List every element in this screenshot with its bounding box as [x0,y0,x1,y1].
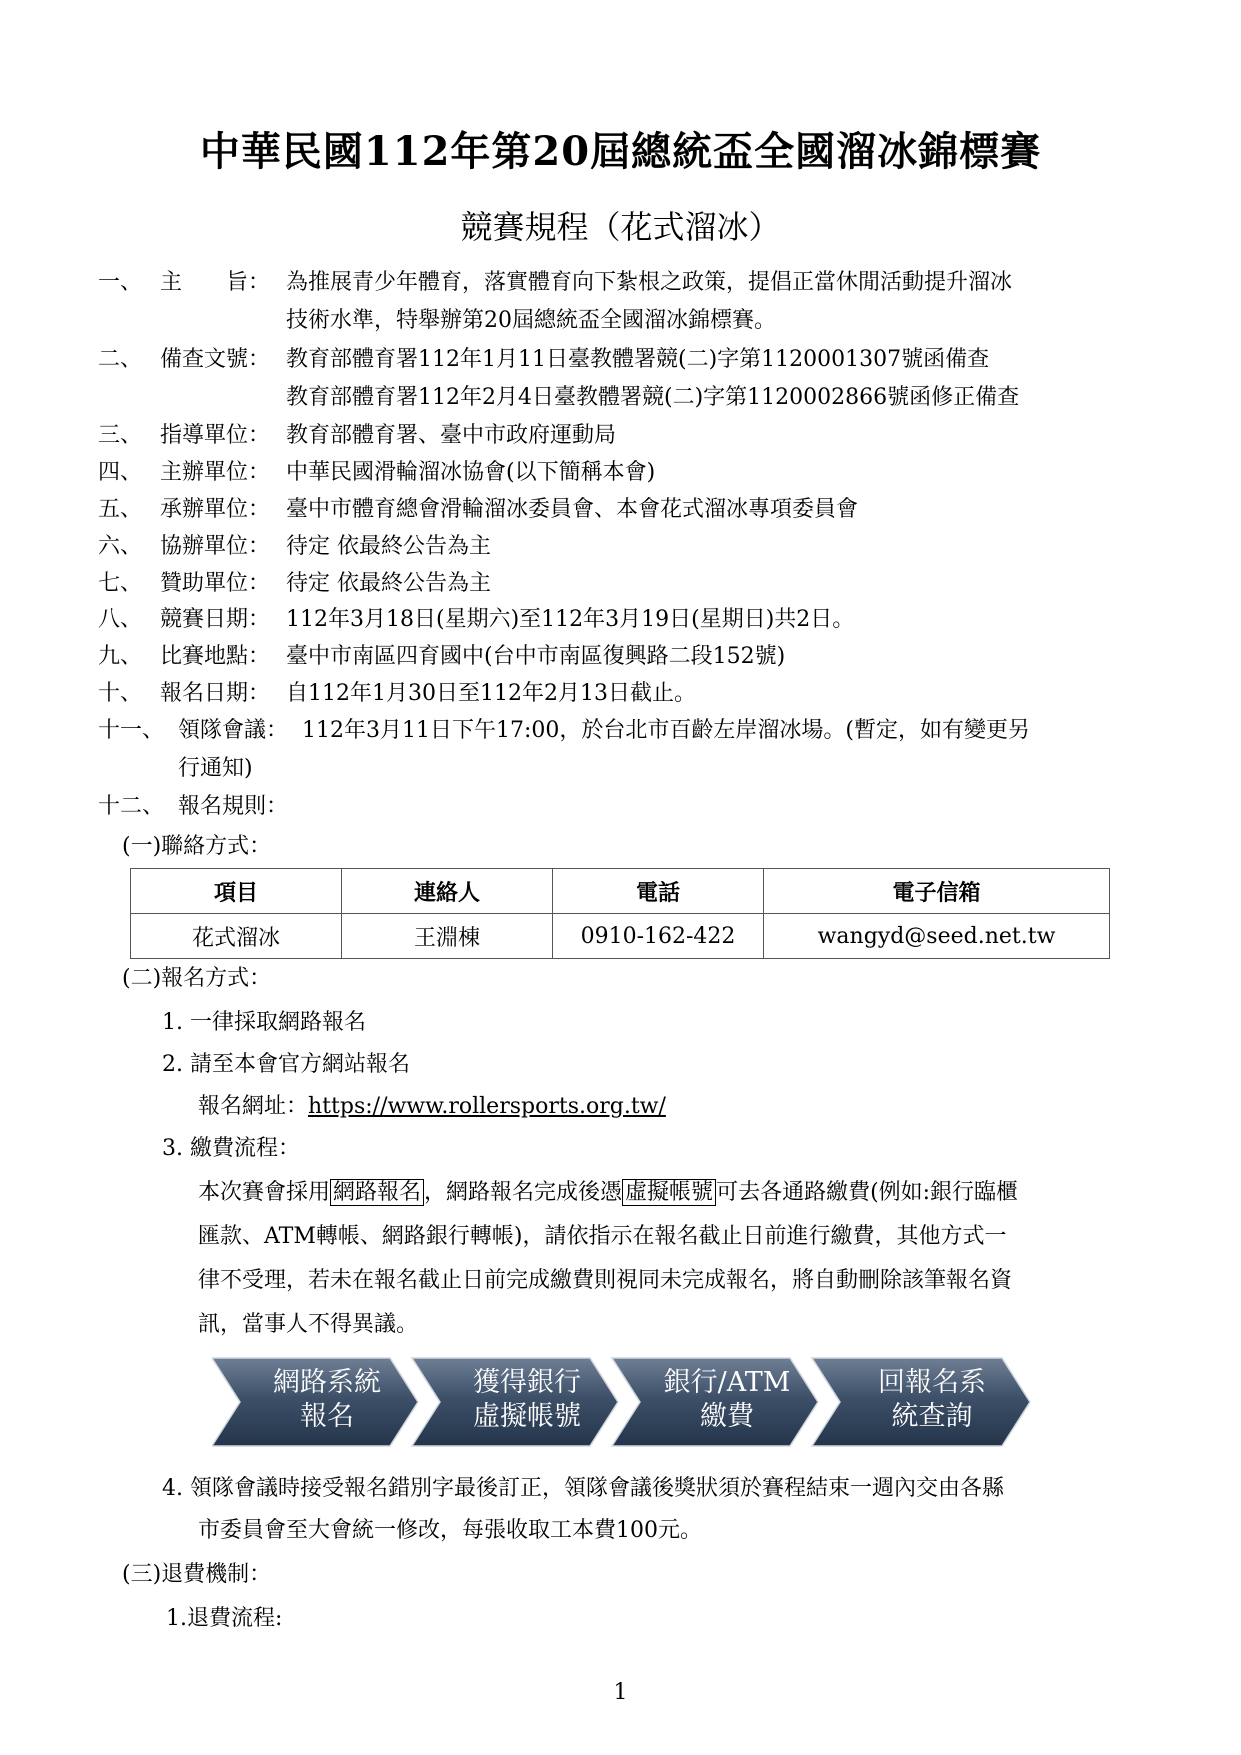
item-number: 一、 [98,270,143,295]
table-header-cell: 連絡人 [342,869,553,914]
item-label: 報名日期： [160,681,271,706]
item-label: 報名規則： [178,794,289,819]
item-number: 五、 [98,497,143,522]
table-header-cell: 電話 [553,869,764,914]
section-heading: (三)退費機制： [122,1562,272,1587]
text-span: ，網路報名完成後憑 [424,1180,623,1205]
item-number: 九、 [98,644,143,669]
flow-step-line: 繳費 [700,1401,754,1432]
table-cell-email[interactable]: wangyd@seed.net.tw [764,914,1110,959]
item-number: 十一、 [98,718,165,743]
payment-text: 訊，當事人不得異議。 [198,1312,419,1337]
item-number: 十、 [98,681,143,706]
payment-text: 匯款、ATM轉帳、網路銀行轉帳)，請依指示在報名截止日前進行繳費，其他方式一 [198,1224,1007,1249]
list-item: 4. 領隊會議時接受報名錯別字最後訂正，領隊會議後獎狀須於賽程結束一週內交由各縣 [162,1476,1004,1501]
contact-table [130,868,1110,959]
item-number: 七、 [98,571,143,596]
item-text: 教育部體育署112年1月11日臺教體署競(二)字第1120001307號函備查 [286,347,990,372]
flow-step-line: 回報名系 [878,1367,986,1398]
item-text: 待定 依最終公告為主 [286,571,491,596]
item-text: 112年3月11日下午17:00，於台北市百齡左岸溜冰場。(暫定，如有變更另 [302,718,1030,743]
item-number: 八、 [98,607,143,632]
flow-step-1 [252,1366,402,1434]
text-span: 可去各通路繳費(例如:銀行臨櫃 [716,1180,1019,1205]
flow-step-line: 報名 [300,1401,354,1432]
item-text: 待定 依最終公告為主 [286,534,491,559]
item-label: 指導單位： [160,423,271,448]
item-label: 競賽日期： [160,607,271,632]
item-label: 贊助單位： [160,571,271,596]
item-number: 四、 [98,460,143,485]
flow-step-4 [852,1366,1012,1434]
signup-url-link[interactable]: https://www.rollersports.org.tw/ [308,1094,666,1119]
flow-step-line: 網路系統 [273,1367,381,1398]
item-text: 112年3月18日(星期六)至112年3月19日(星期日)共2日。 [286,607,855,632]
flow-step-3 [652,1366,802,1434]
item-number: 十二、 [98,794,165,819]
boxed-term: 網路報名 [330,1179,424,1206]
item-label: 備查文號： [160,347,271,372]
item-label: 承辦單位： [160,497,271,522]
page-number: 1 [613,1680,628,1705]
flow-step-line: 銀行/ATM [663,1367,791,1398]
section-heading: (二)報名方式： [122,966,272,991]
item-number: 二、 [98,347,143,372]
item-number: 三、 [98,423,143,448]
item-text: 自112年1月30日至112年2月13日截止。 [286,681,696,706]
item-number: 六、 [98,534,143,559]
flow-step-line: 虛擬帳號 [473,1401,581,1432]
item-1 [98,268,142,298]
url-label: 報名網址： [198,1094,309,1119]
list-item: 3. 繳費流程： [162,1136,300,1161]
document-title: 中華民國112年第20屆總統盃全國溜冰錦標賽 [199,128,1042,175]
item-text: 教育部體育署112年2月4日臺教體署競(二)字第1120002866號函修正備查 [286,385,1020,410]
flow-step-line: 獲得銀行 [473,1367,581,1398]
item-text: 行通知) [178,756,253,781]
list-item: 1. 一律採取網路報名 [162,1010,366,1035]
table-header-cell: 項目 [131,869,342,914]
item-text: 臺中市體育總會滑輪溜冰委員會、本會花式溜冰專項委員會 [286,497,859,522]
item-text: 臺中市南區四育國中(台中市南區復興路二段152號) [286,644,786,669]
flow-step-line: 統查詢 [891,1401,973,1432]
url-line [198,1092,666,1122]
payment-flow-diagram [212,1354,1042,1450]
flow-step-2 [452,1366,602,1434]
table-cell: 0910-162-422 [553,914,764,959]
document-subtitle: 競賽規程（花式溜冰） [460,208,781,246]
item-text: 技術水準，特舉辦第20屆總統盃全國溜冰錦標賽。 [286,308,776,333]
item-text: 中華民國滑輪溜冰協會(以下簡稱本會) [286,460,656,485]
item-text: 教育部體育署、臺中市政府運動局 [286,423,617,448]
payment-text: 律不受理，若未在報名截止日前完成繳費則視同未完成報名，將自動刪除該筆報名資 [198,1268,1013,1293]
boxed-term: 虛擬帳號 [622,1179,716,1206]
list-item: 2. 請至本會官方網站報名 [162,1052,410,1077]
item-label: 協辦單位： [160,534,271,559]
table-cell: 花式溜冰 [131,914,342,959]
item-label: 領隊會議： [178,718,289,743]
text-span: 本次賽會採用 [198,1180,331,1205]
table-row [131,914,1110,959]
table-cell: 王淵棟 [342,914,553,959]
item-label: 主辦單位： [160,460,271,485]
section-heading: (一)聯絡方式： [122,834,272,859]
table-header-cell: 電子信箱 [764,869,1110,914]
item-label: 主 旨： [160,270,271,295]
list-item: 1.退費流程: [166,1606,283,1631]
table-header-row [131,869,1110,914]
item-text: 為推展青少年體育，落實體育向下紮根之政策，提倡正當休閒活動提升溜冰 [286,270,1013,295]
payment-text [198,1178,1018,1208]
item-label: 比賽地點： [160,644,271,669]
list-item: 市委員會至大會統一修改，每張收取工本費100元。 [198,1518,702,1543]
